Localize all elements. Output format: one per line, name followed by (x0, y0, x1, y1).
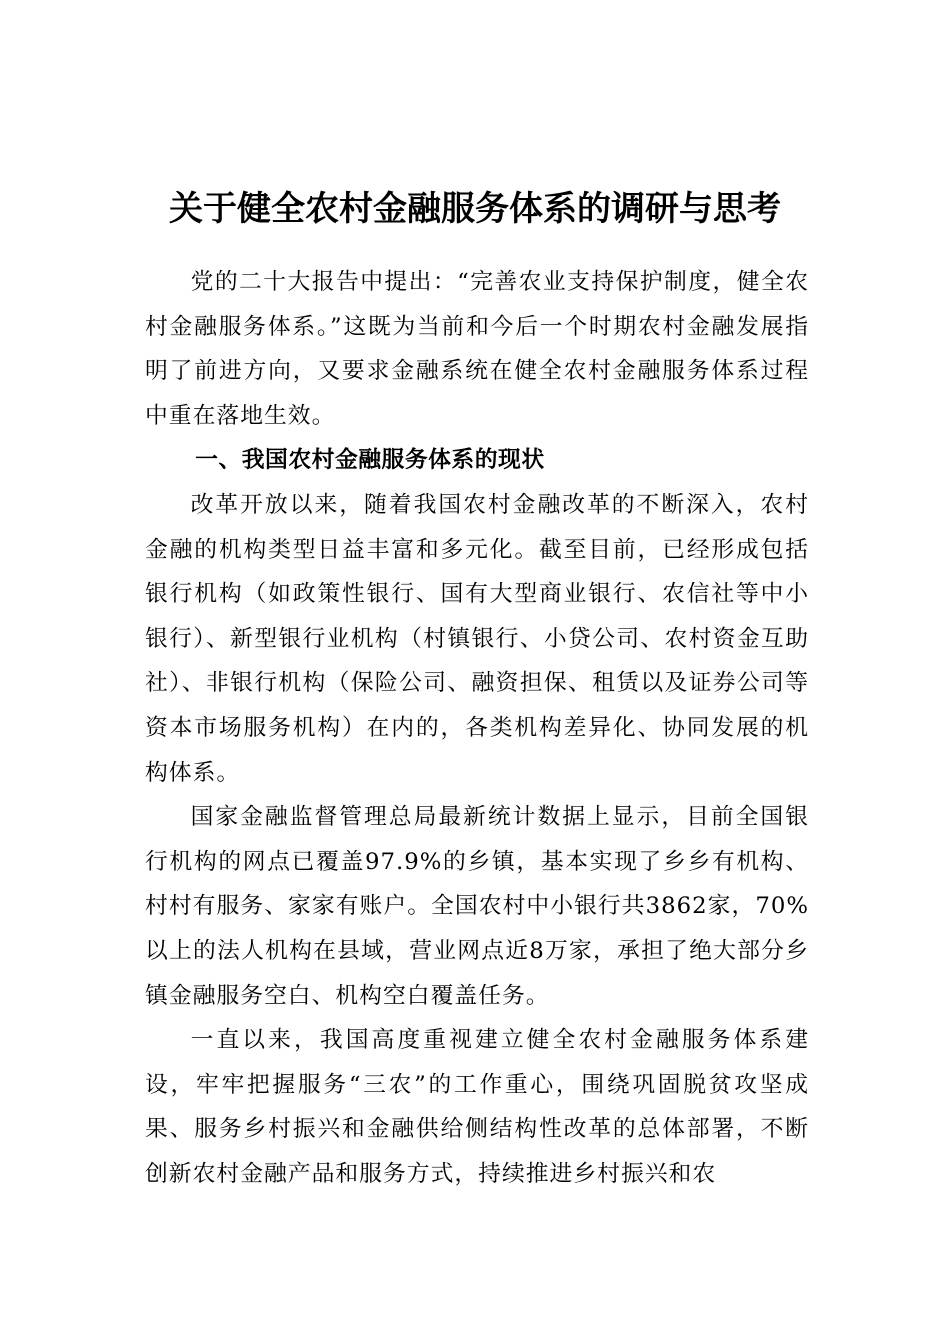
paragraph-institutions: 改革开放以来，随着我国农村金融改革的不断深入，农村金融的机构类型日益丰富和多元化。截至目前，已经形成包括银行机构（如政策性银行、国有大型商业银行、农信社等中小银行）、新型银行业机构（村镇银行、小贷公司、农村资金互助社）、非银行机构（保险公司、融资担保、租赁以及证券公司等资本市场服务机构）在内的，各类机构差异化、协同发展的机构体系。 (145, 491, 809, 786)
paragraph-intro: 党的二十大报告中提出：“完善农业支持保护制度，健全农村金融服务体系。”这既为当前和今后一个时期农村金融发展指明了前进方向，又要求金融系统在健全农村金融服务体系过程中重在落地生效。 (145, 269, 809, 429)
document-title: 关于健全农村金融服务体系的调研与思考 (169, 188, 781, 229)
paragraph-policy: 一直以来，我国高度重视建立健全农村金融服务体系建设，牢牢把握服务“三农”的工作重心，围绕巩固脱贫攻坚成果、服务乡村振兴和金融供给侧结构性改革的总体部署，不断创新农村金融产品和服务方式，持续推进乡村振兴和农 (145, 1027, 809, 1187)
document-body (145, 260, 809, 1196)
paragraph-statistics: 国家金融监督管理总局最新统计数据上显示，目前全国银行机构的网点已覆盖97.9%的乡镇，基本实现了乡乡有机构、村村有服务、家家有账户。全国农村中小银行共3862家，70%以上的法人机构在县域，营业网点近8万家，承担了绝大部分乡镇金融服务空白、机构空白覆盖任务。 (145, 804, 809, 1009)
section-heading-1: 一、我国农村金融服务体系的现状 (195, 447, 545, 474)
